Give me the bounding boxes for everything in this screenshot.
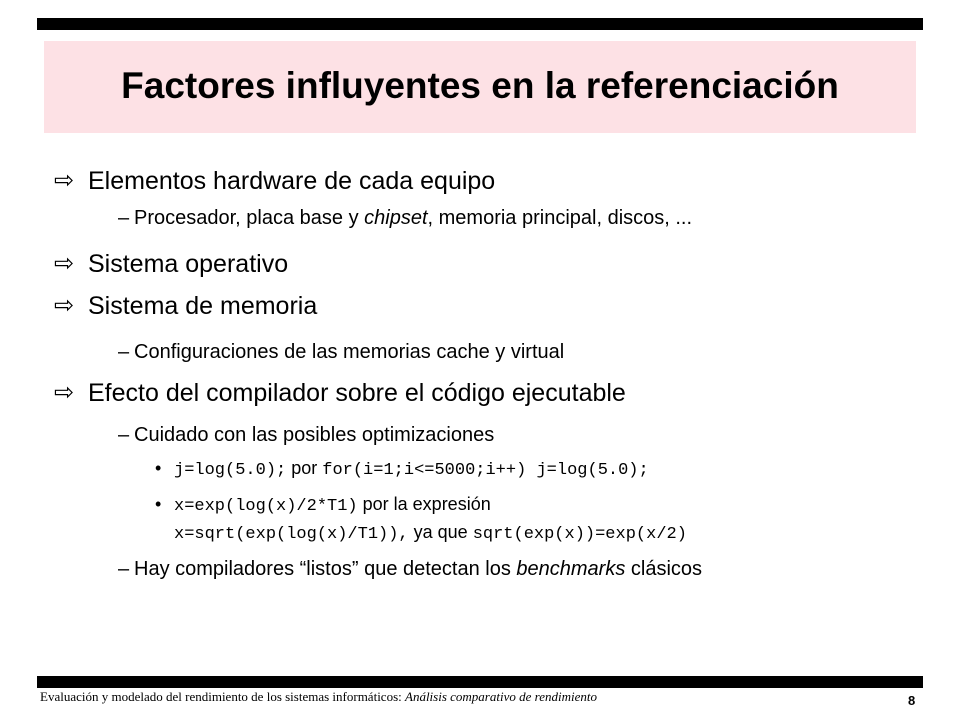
title-banner xyxy=(44,41,916,133)
page-number: 8 xyxy=(908,693,916,708)
arrow-bullet-icon: ⇨ xyxy=(54,250,75,277)
example-text: j=log(5.0); por for(i=1;i<=5000;i++) j=log(5.0); xyxy=(174,458,649,480)
dot-marker: • xyxy=(155,458,162,478)
footer-divider-bar xyxy=(37,676,923,688)
arrow-bullet-icon: ⇨ xyxy=(54,292,75,319)
sub-bullet-text: Hay compiladores “listos” que detectan los benchmarks clásicos xyxy=(134,558,703,580)
bullet-text: Sistema operativo xyxy=(88,250,289,278)
example-text: x=sqrt(exp(log(x)/T1)), ya que sqrt(exp(x))=exp(x/2) xyxy=(174,522,687,544)
example-text: x=exp(log(x)/2*T1) por la expresión xyxy=(174,494,491,516)
dot-marker: • xyxy=(155,494,162,514)
bullet-text: Sistema de memoria xyxy=(88,292,318,320)
arrow-bullet-icon: ⇨ xyxy=(54,379,75,406)
top-divider-bar xyxy=(37,18,923,30)
bullet-text: Elementos hardware de cada equipo xyxy=(88,167,496,195)
sub-bullet-text: Configuraciones de las memorias cache y virtual xyxy=(134,341,565,363)
footer-text: Evaluación y modelado del rendimiento de los sistemas informáticos: Análisis comparativo de rendimiento xyxy=(40,689,597,704)
slide-title: Factores influyentes en la referenciación xyxy=(121,65,839,106)
dash-marker: – xyxy=(118,341,130,363)
dash-marker: – xyxy=(118,424,130,446)
sub-bullet-text: Cuidado con las posibles optimizaciones xyxy=(134,424,495,446)
arrow-bullet-icon: ⇨ xyxy=(54,167,75,194)
sub-bullet-text: Procesador, placa base y chipset, memoria principal, discos, ... xyxy=(134,207,693,229)
dash-marker: – xyxy=(118,207,130,229)
dash-marker: – xyxy=(118,558,130,580)
bullet-text: Efecto del compilador sobre el código ejecutable xyxy=(88,379,626,407)
